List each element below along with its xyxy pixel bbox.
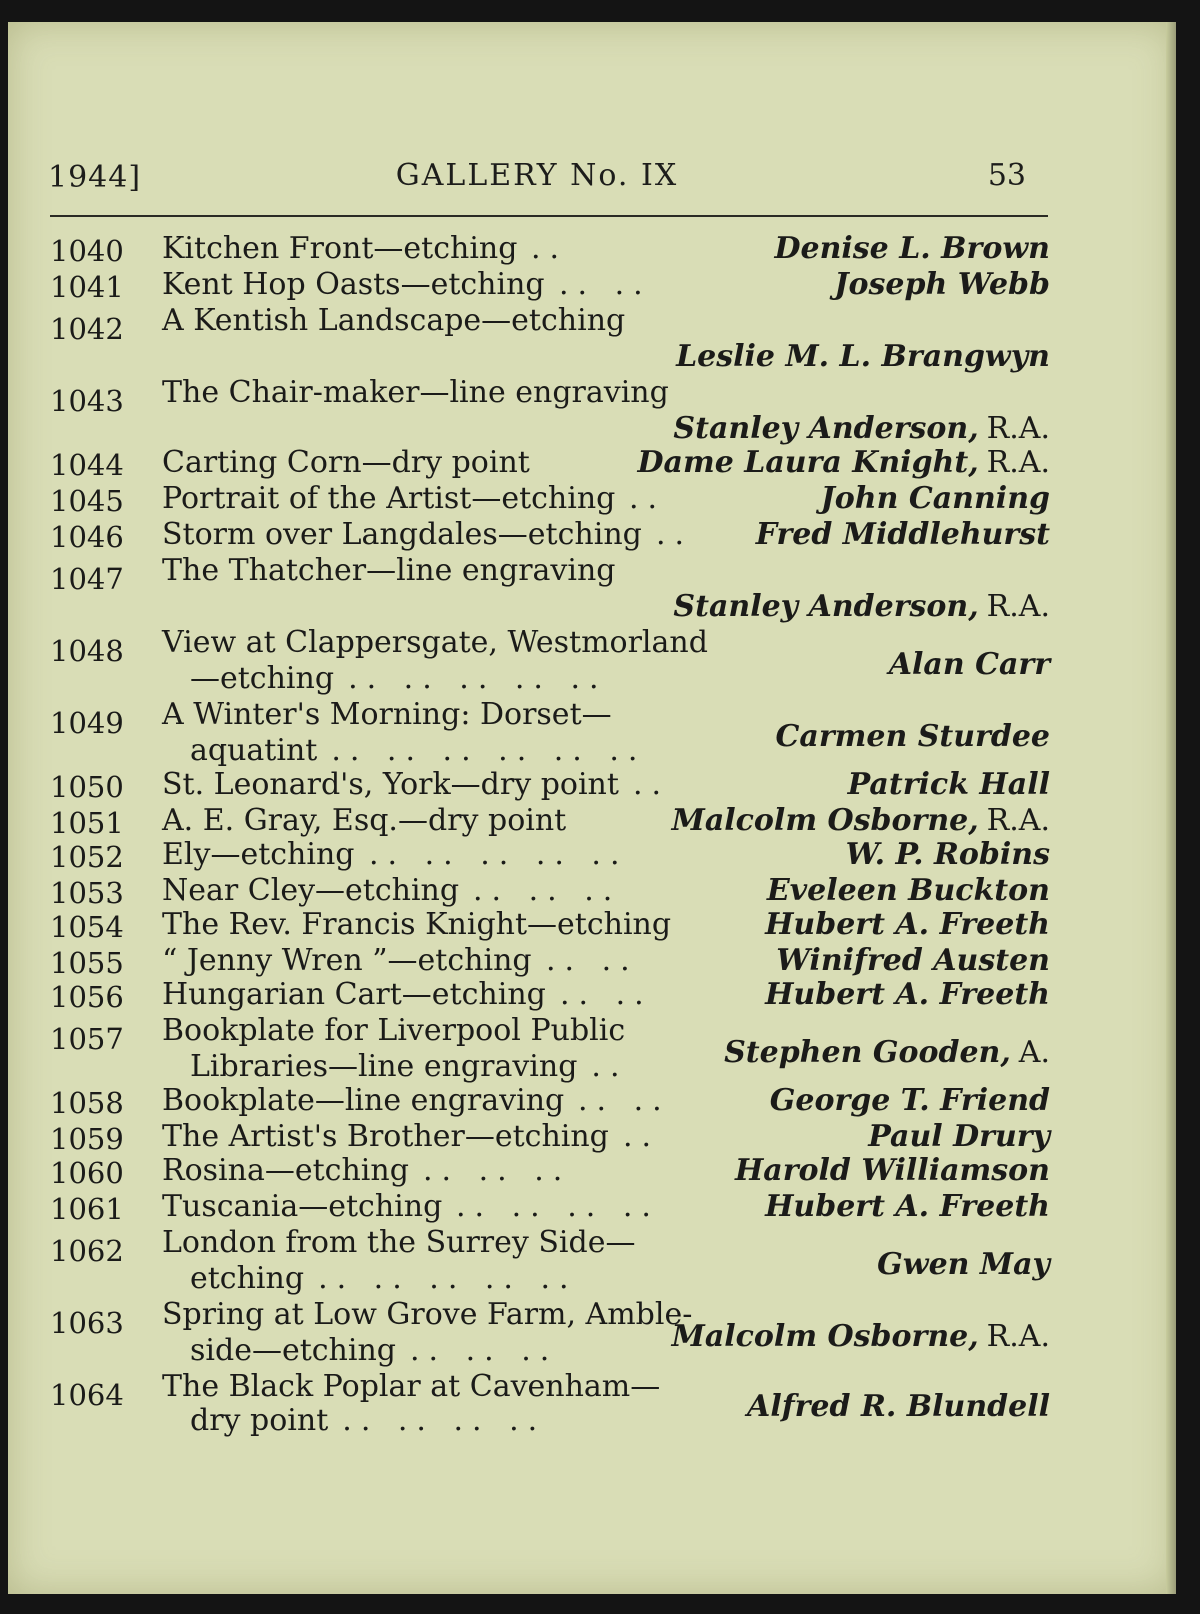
leader-dots: .. xyxy=(531,231,569,266)
catalogue-entry xyxy=(50,304,1050,374)
entry-number: 1054 xyxy=(50,910,124,944)
entry-title-continuation: etching xyxy=(190,1261,305,1296)
artist-name: Eveleen Buckton xyxy=(766,873,1050,908)
entry-number: 1055 xyxy=(50,946,124,980)
entry-title: View at Clappersgate, Westmorland xyxy=(162,625,708,660)
entry-number: 1047 xyxy=(50,562,124,596)
catalogue-entry xyxy=(50,1226,1050,1296)
catalogue-entry xyxy=(50,804,1050,838)
artist-suffix: R.A. xyxy=(986,1319,1050,1354)
leader-dots: .. .. xyxy=(560,977,653,1012)
catalogue-entry xyxy=(50,376,1050,446)
entry-title: Bookplate—line engraving xyxy=(162,1083,565,1118)
page-spine xyxy=(1166,22,1176,1594)
leader-dots: .. xyxy=(629,481,667,516)
catalogue-entry xyxy=(50,518,1050,552)
entry-number: 1041 xyxy=(50,270,124,304)
catalogue-entry xyxy=(50,626,1050,696)
catalogue-entry xyxy=(50,1190,1050,1224)
header-rule xyxy=(50,215,1048,217)
catalogue-entry xyxy=(50,1120,1050,1154)
entry-number: 1059 xyxy=(50,1122,124,1156)
artist-name: Carmen Sturdee xyxy=(775,719,1050,754)
catalogue-entry xyxy=(50,838,1050,872)
artist-name: Leslie M. L. Brangwyn xyxy=(676,339,1050,374)
entry-number: 1056 xyxy=(50,980,124,1014)
artist-name: Denise L. Brown xyxy=(774,231,1050,266)
entry-title: London from the Surrey Side— xyxy=(162,1225,636,1260)
artist-suffix: R.A. xyxy=(986,445,1050,480)
header-title: GALLERY No. IX xyxy=(395,158,679,193)
catalogue-entry xyxy=(50,446,1050,480)
entry-title-continuation: Libraries—line engraving xyxy=(190,1049,578,1084)
entry-number: 1062 xyxy=(50,1234,124,1268)
artist-suffix: R.A. xyxy=(986,803,1050,838)
leader-dots: .. .. xyxy=(578,1083,671,1118)
artist-name: Harold Williamson xyxy=(734,1153,1050,1188)
entry-title-continuation: aquatint xyxy=(190,733,318,768)
entry-title: Spring at Low Grove Farm, Amble- xyxy=(162,1297,693,1332)
leader-dots: .. .. .. .. .. xyxy=(318,1261,578,1296)
leader-dots: .. .. xyxy=(559,267,652,302)
leader-dots: .. xyxy=(591,1049,629,1084)
catalogue-entry xyxy=(50,698,1050,768)
entry-title: A. E. Gray, Esq.—dry point xyxy=(162,803,567,838)
artist-name: W. P. Robins xyxy=(845,837,1050,872)
entry-number: 1050 xyxy=(50,770,124,804)
leader-dots: .. .. .. .. .. .. xyxy=(331,733,647,768)
artist-name: Patrick Hall xyxy=(847,767,1050,802)
leader-dots: .. .. xyxy=(546,943,639,978)
artist-name: Malcolm Osborne, xyxy=(671,1319,979,1354)
artist-name: Malcolm Osborne, xyxy=(671,803,979,838)
entry-title: The Thatcher—line engraving xyxy=(162,553,616,588)
catalogue-page xyxy=(8,22,1176,1594)
entry-title: The Rev. Francis Knight—etching xyxy=(162,907,672,942)
entry-number: 1045 xyxy=(50,484,124,518)
catalogue-entry xyxy=(50,874,1050,908)
entry-number: 1063 xyxy=(50,1306,124,1340)
entry-title: Carting Corn—dry point xyxy=(162,445,530,480)
artist-name: Hubert A. Freeth xyxy=(765,907,1050,942)
entry-title: A Winter's Morning: Dorset— xyxy=(162,697,612,732)
entry-number: 1048 xyxy=(50,634,124,668)
entry-title: Ely—etching xyxy=(162,837,355,872)
entry-title: The Black Poplar at Cavenham— xyxy=(162,1369,661,1404)
artist-name: Gwen May xyxy=(877,1247,1050,1282)
entry-title: “ Jenny Wren ”—etching xyxy=(162,943,532,978)
leader-dots: .. .. .. .. .. xyxy=(348,661,608,696)
leader-dots: .. .. .. xyxy=(423,1153,572,1188)
artist-name: John Canning xyxy=(820,481,1050,516)
entry-number: 1061 xyxy=(50,1192,124,1226)
artist-name: Stanley Anderson, xyxy=(673,589,979,624)
catalogue-entry xyxy=(50,978,1050,1012)
entry-number: 1053 xyxy=(50,876,124,910)
artist-name: Stephen Gooden, xyxy=(724,1035,1011,1070)
artist-name: George T. Friend xyxy=(769,1083,1050,1118)
entry-number: 1060 xyxy=(50,1156,124,1190)
artist-name: Alfred R. Blundell xyxy=(747,1389,1050,1424)
entry-number: 1044 xyxy=(50,448,124,482)
leader-dots: .. .. .. xyxy=(410,1333,559,1368)
leader-dots: .. .. .. .. xyxy=(456,1189,660,1224)
catalogue-entry xyxy=(50,944,1050,978)
artist-name: Paul Drury xyxy=(868,1119,1050,1154)
entry-title: Bookplate for Liverpool Public xyxy=(162,1013,626,1048)
catalogue-entry xyxy=(50,232,1050,266)
catalogue-entry xyxy=(50,908,1050,942)
entry-number: 1040 xyxy=(50,234,124,268)
entry-number: 1064 xyxy=(50,1378,124,1412)
catalogue-entry xyxy=(50,768,1050,802)
catalogue-entry xyxy=(50,268,1050,302)
entry-number: 1058 xyxy=(50,1086,124,1120)
entry-title-continuation: side—etching xyxy=(190,1333,397,1368)
leader-dots: .. .. .. xyxy=(473,873,622,908)
entry-title: A Kentish Landscape—etching xyxy=(162,303,626,338)
entry-title: The Chair-maker—line engraving xyxy=(162,375,669,410)
artist-name: Fred Middlehurst xyxy=(755,517,1050,552)
entry-title: Hungarian Cart—etching xyxy=(162,977,546,1012)
leader-dots: .. .. .. .. .. xyxy=(369,837,629,872)
entry-number: 1042 xyxy=(50,312,124,346)
entry-number: 1051 xyxy=(50,806,124,840)
artist-suffix: R.A. xyxy=(986,411,1050,446)
leader-dots: .. xyxy=(633,767,671,802)
catalogue-entry xyxy=(50,1014,1050,1084)
artist-name: Joseph Webb xyxy=(834,267,1050,302)
catalogue-entry xyxy=(50,1154,1050,1188)
entry-title: Portrait of the Artist—etching xyxy=(162,481,616,516)
catalogue-entry xyxy=(50,1298,1050,1368)
entry-number: 1043 xyxy=(50,384,124,418)
leader-dots: .. xyxy=(623,1119,661,1154)
entry-title-continuation: —etching xyxy=(190,661,335,696)
header-year: 1944] xyxy=(48,160,142,195)
catalogue-entry xyxy=(50,482,1050,516)
page-number: 53 xyxy=(987,158,1026,193)
entry-title: Kent Hop Oasts—etching xyxy=(162,267,545,302)
entry-title: Kitchen Front—etching xyxy=(162,231,518,266)
entry-title: St. Leonard's, York—dry point xyxy=(162,767,619,802)
entry-title: The Artist's Brother—etching xyxy=(162,1119,609,1154)
entry-title: Near Cley—etching xyxy=(162,873,460,908)
entry-title: Tuscania—etching xyxy=(162,1189,443,1224)
artist-name: Alan Carr xyxy=(888,647,1050,682)
entry-number: 1049 xyxy=(50,706,124,740)
artist-name: Stanley Anderson, xyxy=(673,411,979,446)
artist-name: Winifred Austen xyxy=(776,943,1050,978)
catalogue-entry xyxy=(50,1084,1050,1118)
page-header xyxy=(48,142,1026,202)
leader-dots: .. xyxy=(656,517,694,552)
entry-number: 1052 xyxy=(50,840,124,874)
artist-suffix: R.A. xyxy=(986,589,1050,624)
leader-dots: .. .. .. .. xyxy=(342,1403,547,1438)
catalogue-entry xyxy=(50,1370,1050,1438)
entry-title: Storm over Langdales—etching xyxy=(162,517,642,552)
entry-title-continuation: dry point xyxy=(190,1403,329,1438)
artist-name: Dame Laura Knight, xyxy=(637,445,979,480)
artist-name: Hubert A. Freeth xyxy=(765,977,1050,1012)
artist-suffix: A. xyxy=(1018,1035,1050,1070)
entry-number: 1046 xyxy=(50,520,124,554)
artist-name: Hubert A. Freeth xyxy=(765,1189,1050,1224)
entry-number: 1057 xyxy=(50,1022,124,1056)
catalogue-entry xyxy=(50,554,1050,624)
entry-title: Rosina—etching xyxy=(162,1153,409,1188)
